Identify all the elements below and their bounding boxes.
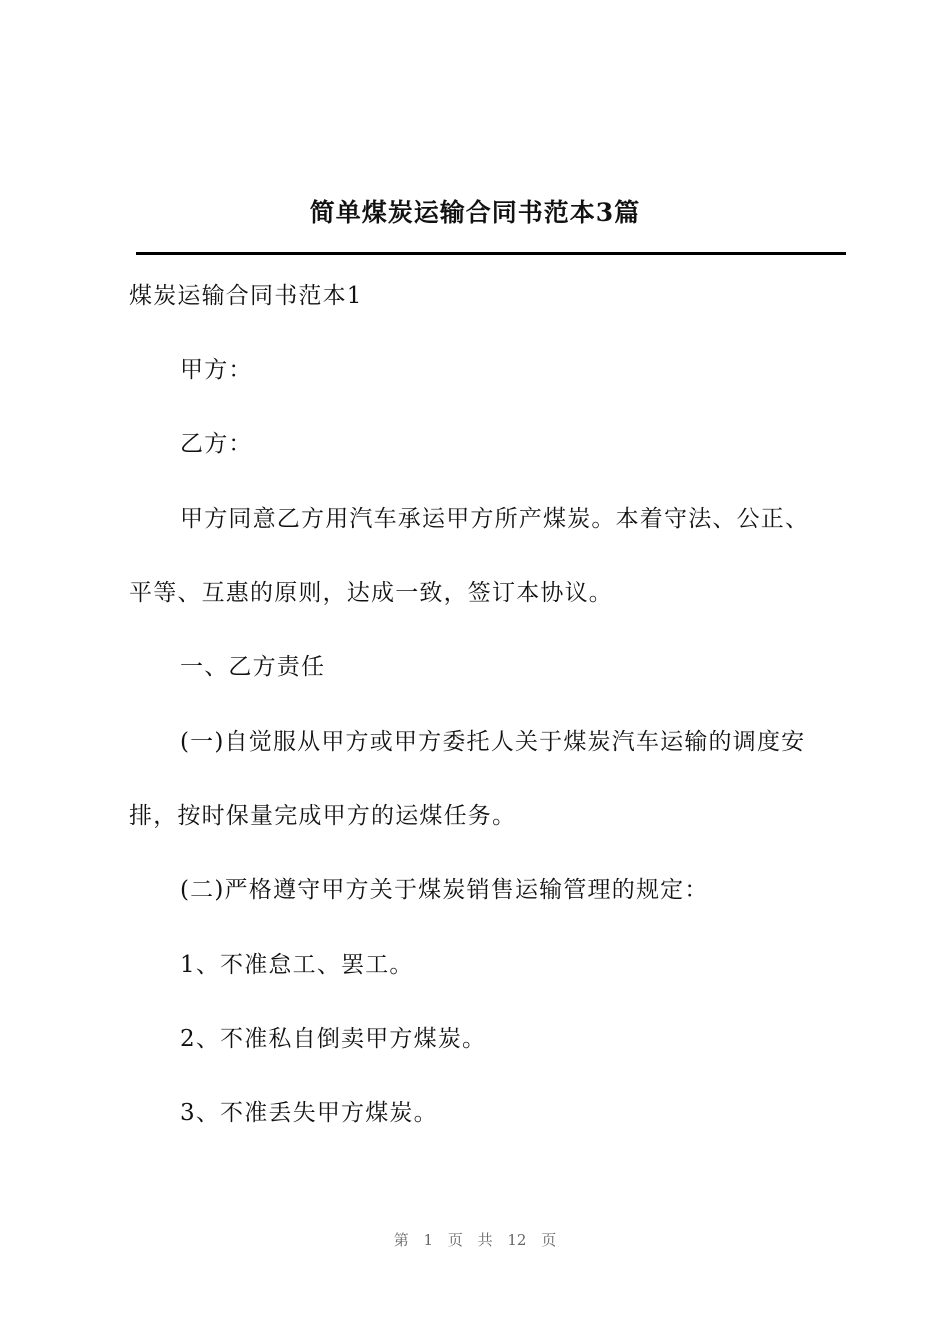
page-number-footer: 第 1 页 共 12 页 xyxy=(393,1231,557,1249)
rule-item-1: 1、不准怠工、罢工。 xyxy=(180,952,414,978)
rule-item-3: 3、不准丢失甲方煤炭。 xyxy=(180,1100,438,1126)
intro-paragraph-line-1: 甲方同意乙方用汽车承运甲方所产煤炭。本着守法、公正、 xyxy=(180,506,810,532)
clause-heading: 一、乙方责任 xyxy=(180,654,326,680)
intro-paragraph-line-2: 平等、互惠的原则，达成一致，签订本协议。 xyxy=(129,580,613,606)
title-divider xyxy=(136,252,846,255)
party-b-label: 乙方： xyxy=(180,431,253,457)
rule-item-2: 2、不准私自倒卖甲方煤炭。 xyxy=(180,1026,487,1052)
clause-item-1-line-2: 排，按时保量完成甲方的运煤任务。 xyxy=(129,803,517,829)
section-heading: 煤炭运输合同书范本1 xyxy=(129,283,363,309)
clause-item-1-line-1: (一)自觉服从甲方或甲方委托人关于煤炭汽车运输的调度安 xyxy=(180,729,806,755)
clause-item-2: (二)严格遵守甲方关于煤炭销售运输管理的规定： xyxy=(180,877,709,903)
party-a-label: 甲方： xyxy=(180,357,253,383)
document-title: 简单煤炭运输合同书范本3篇 xyxy=(309,198,641,227)
